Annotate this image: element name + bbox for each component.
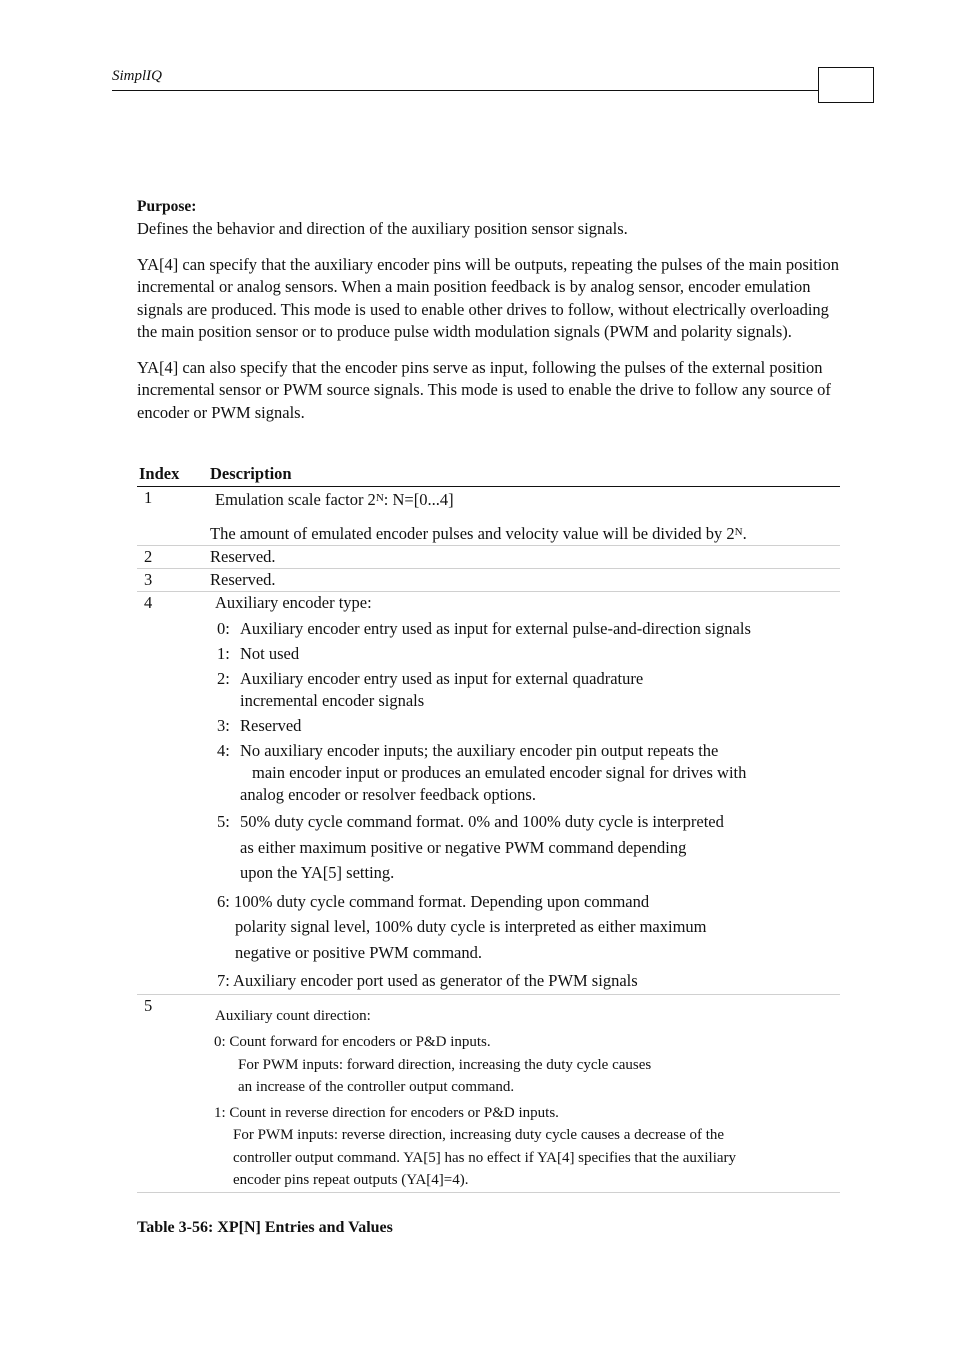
purpose-paragraph-3: YA[4] can also specify that the encoder pins serve as input, following the pulses of the external position incremental sensor or PWM source signals. This mode is used to enable the drive to follow any source of encoder or PWM signals. bbox=[137, 357, 831, 422]
row-index: 1 bbox=[137, 487, 210, 546]
row-index: 3 bbox=[137, 569, 210, 592]
running-header-title: SimplIQ bbox=[112, 68, 162, 84]
table-row bbox=[137, 994, 840, 1192]
row-description: Reserved. bbox=[210, 569, 840, 592]
purpose-label: Purpose: bbox=[137, 198, 197, 215]
page-number-box bbox=[818, 67, 874, 103]
row-index: 5 bbox=[137, 994, 210, 1192]
row1-line-1: Emulation scale factor $2^N$: N=[0...4] bbox=[215, 490, 454, 509]
table-row bbox=[137, 569, 840, 592]
purpose-paragraph-2: YA[4] can specify that the auxiliary encoder pins will be outputs, repeating the pulses of the main position incremental or analog sensors. When a main position feedback is by analog sensor, encoder emulation signals are produced. This mode is used to enable other drives to follow, without electrically overloading the main position sensor or to produce pulse width modulation signals (PWM and polarity signals). bbox=[137, 254, 839, 341]
table-caption: Table 3-56: XP[N] Entries and Values bbox=[137, 1219, 393, 1236]
count-direction-heading: Auxiliary count direction: bbox=[215, 1007, 371, 1024]
encoder-type-option-7: 7: Auxiliary encoder port used as generator of the PWM signals bbox=[217, 971, 638, 990]
count-direction-option-0: 0: Count forward for encoders or P&D inputs. For PWM inputs: forward direction, increasing the duty cycle causes an increase of the controller output command. bbox=[214, 1034, 652, 1095]
row-description: Reserved. bbox=[210, 546, 840, 569]
row-description bbox=[210, 592, 840, 995]
table-header-row bbox=[137, 464, 840, 487]
header-description: Description bbox=[210, 464, 840, 487]
encoder-type-option-6: 6: 100% duty cycle command format. Depending upon command polarity signal level, 100% duty cycle is interpreted as either maximum negative or positive PWM command. bbox=[217, 891, 707, 962]
encoder-type-option-2: 2: Auxiliary encoder entry used as input for external quadrature incremental encoder signals bbox=[217, 669, 644, 710]
encoder-type-option-4: 4: No auxiliary encoder inputs; the auxiliary encoder pin output repeats the main encoder input or produces an emulated encoder signal for drives with analog encoder or resolver feedback options. bbox=[217, 741, 747, 804]
encoder-type-option-3: 3: Reserved bbox=[217, 716, 302, 735]
encoder-type-heading: Auxiliary encoder type: bbox=[215, 593, 372, 612]
table-row bbox=[137, 487, 840, 546]
purpose-section bbox=[137, 197, 840, 437]
entries-table bbox=[137, 464, 840, 1193]
row-index: 4 bbox=[137, 592, 210, 995]
encoder-type-option-5: 5: 50% duty cycle command format. 0% and 100% duty cycle is interpreted as either maximum positive or negative PWM command depending upon the YA[5] setting. bbox=[217, 812, 724, 882]
row1-line-2: The amount of emulated encoder pulses and velocity value will be divided by $2^N$. bbox=[210, 524, 747, 543]
table-row bbox=[137, 592, 840, 995]
row-description bbox=[210, 487, 840, 546]
encoder-type-option-1: 1: Not used bbox=[217, 644, 300, 663]
count-direction-option-1: 1: Count in reverse direction for encoders or P&D inputs. For PWM inputs: reverse direction, increasing duty cycle causes a decrease of the controller output command. YA[5] has no effect if YA[4] specifies that the auxiliary encoder pins repeat outputs (YA[4]=4). bbox=[214, 1104, 737, 1188]
table-row bbox=[137, 546, 840, 569]
encoder-type-option-0: 0: Auxiliary encoder entry used as input for external pulse-and-direction signals bbox=[217, 619, 751, 638]
purpose-paragraph-1: Defines the behavior and direction of the auxiliary position sensor signals. bbox=[137, 219, 628, 238]
row-index: 2 bbox=[137, 546, 210, 569]
row-description bbox=[210, 994, 840, 1192]
header-rule bbox=[112, 90, 819, 91]
header-index: Index bbox=[137, 464, 210, 487]
